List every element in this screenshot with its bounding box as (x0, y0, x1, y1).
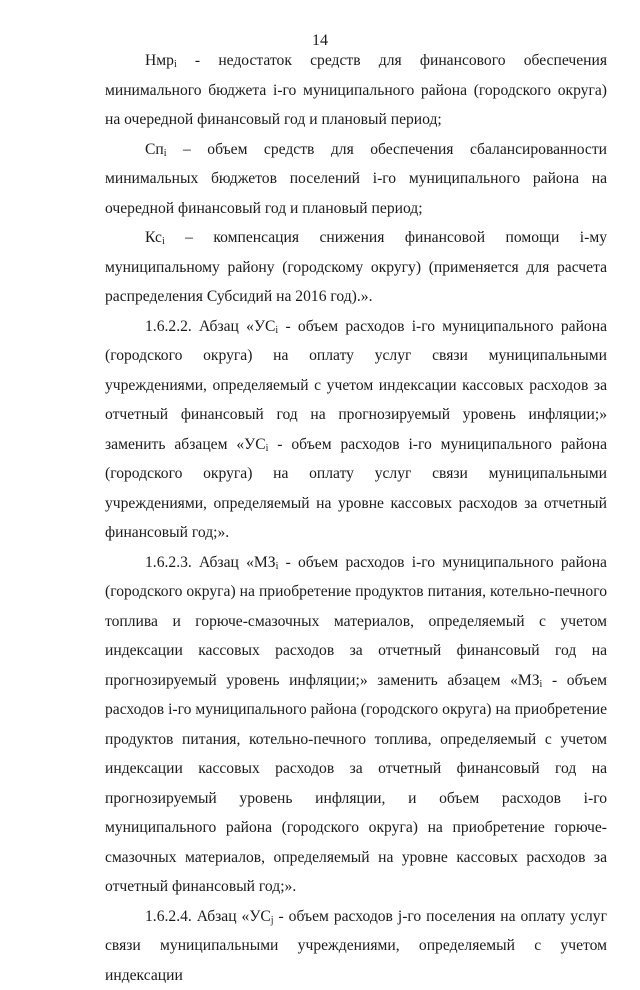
definition-text: - недостаток средств для финансового обеспечения минимального бюджета i-го муниципального района (городского округа) на очередной финансовый год и плановый период; (105, 52, 607, 128)
paragraph-sp (105, 135, 607, 224)
term: Нмр (145, 52, 174, 69)
subscript: i (540, 679, 543, 690)
document-body (105, 46, 607, 990)
term: Кс (145, 229, 162, 246)
page-number: 14 (0, 33, 640, 49)
term: Сп (145, 141, 164, 158)
paragraph-ks (105, 223, 607, 312)
text-part: 1.6.2.4. Абзац «УС (145, 908, 271, 925)
subscript: i (266, 443, 269, 454)
text-part: - объем расходов i-го муниципального района (городского округа) на приобретение продуктов питания, котельно-печного топлива и горюче-смазочных материалов, определяемый с учетом индексации кассовых расходов за отчетный финансовый год на прогнозируемый уровень инфляции;» заменить абзацем «МЗ (105, 554, 607, 689)
subscript: i (164, 148, 167, 159)
subscript: i (174, 59, 177, 70)
subscript: j (271, 915, 274, 926)
definition-text: – объем средств для обеспечения сбалансированности минимальных бюджетов поселений i-го муниципального района на очередной финансовый год и плановый период; (105, 141, 607, 217)
paragraph-1-6-2-2 (105, 312, 607, 548)
paragraph-1-6-2-4 (105, 902, 607, 990)
definition-text: – компенсация снижения финансовой помощи i-му муниципальному району (городскому округу) (применяется для расчета распределения Субсидий на 2016 год).». (105, 229, 607, 305)
subscript: i (276, 561, 279, 572)
text-part: - объем расходов i-го муниципального района (городского округа) на оплату услуг связи муниципальными учреждениями, определяемый с учетом индексации кассовых расходов за отчетный финансовый год на прогнозируемый уровень инфляции;» заменить абзацем «УС (105, 318, 607, 453)
paragraph-nmr (105, 46, 607, 135)
text-part: - объем расходов i-го муниципального района (городского округа) на приобретение продуктов питания, котельно-печного топлива, определяемый с учетом индексации кассовых расходов за отчетный финансовый год на прогнозируемый уровень инфляции, и объем расходов i-го муниципального района (городского округа) на приобретение горюче-смазочных материалов, определяемый на уровне кассовых расходов за отчетный финансовый год;». (105, 672, 607, 896)
subscript: i (162, 236, 165, 247)
text-part: 1.6.2.2. Абзац «УС (145, 318, 275, 335)
subscript: i (275, 325, 278, 336)
paragraph-1-6-2-3 (105, 548, 607, 902)
text-part: - объем расходов j-го поселения на оплату услуг связи муниципальными учреждениями, определяемый с учетом индексации (105, 908, 607, 984)
text-part: - объем расходов i-го муниципального района (городского округа) на оплату услуг связи муниципальными учреждениями, определяемый на уровне кассовых расходов за отчетный финансовый год;». (105, 436, 607, 542)
text-part: 1.6.2.3. Абзац «МЗ (145, 554, 276, 571)
